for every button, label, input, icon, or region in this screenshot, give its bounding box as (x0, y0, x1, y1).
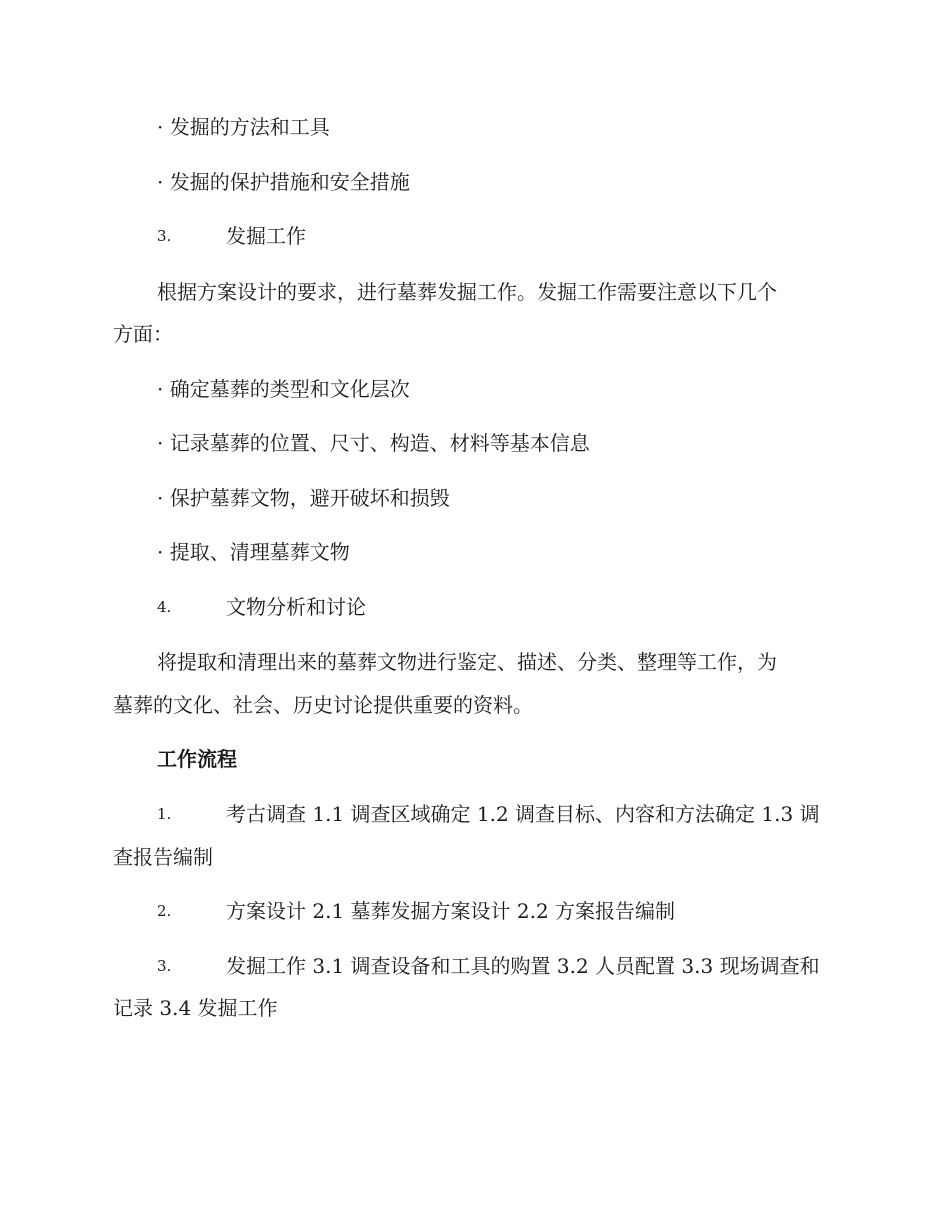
section-number: 4. (157, 598, 172, 616)
workflow-text: 方案设计 2.1 墓葬发掘方案设计 2.2 方案报告编制 (226, 899, 676, 923)
paragraph-line: 记录 3.4 发掘工作 (113, 996, 278, 1020)
paragraph-line: 将提取和清理出来的墓葬文物进行鉴定、描述、分类、整理等工作，为 (157, 650, 777, 674)
paragraph-line: 方面： (113, 322, 173, 346)
workflow-heading: 工作流程 (157, 747, 237, 771)
bullet-item: · 保护墓葬文物，避开破坏和损毁 (157, 486, 450, 510)
section-number: 3. (157, 227, 172, 245)
section-title: 文物分析和讨论 (226, 595, 366, 619)
section-title: 发掘工作 (226, 224, 306, 248)
workflow-number: 1. (157, 805, 172, 823)
workflow-number: 2. (157, 902, 172, 920)
bullet-item: · 提取、清理墓葬文物 (157, 540, 350, 564)
paragraph-line: 根据方案设计的要求，进行墓葬发掘工作。发掘工作需要注意以下几个 (157, 280, 777, 304)
bullet-item: · 发掘的保护措施和安全措施 (157, 170, 410, 194)
workflow-number: 3. (157, 957, 172, 975)
bullet-item: · 发掘的方法和工具 (157, 115, 330, 139)
paragraph-line: 墓葬的文化、社会、历史讨论提供重要的资料。 (113, 693, 533, 717)
bullet-item: · 确定墓葬的类型和文化层次 (157, 377, 410, 401)
workflow-text: 考古调查 1.1 调查区域确定 1.2 调查目标、内容和方法确定 1.3 调 (226, 802, 820, 826)
paragraph-line: 查报告编制 (113, 845, 213, 869)
workflow-text: 发掘工作 3.1 调查设备和工具的购置 3.2 人员配置 3.3 现场调查和 (226, 954, 820, 978)
bullet-item: · 记录墓葬的位置、尺寸、构造、材料等基本信息 (157, 431, 590, 455)
